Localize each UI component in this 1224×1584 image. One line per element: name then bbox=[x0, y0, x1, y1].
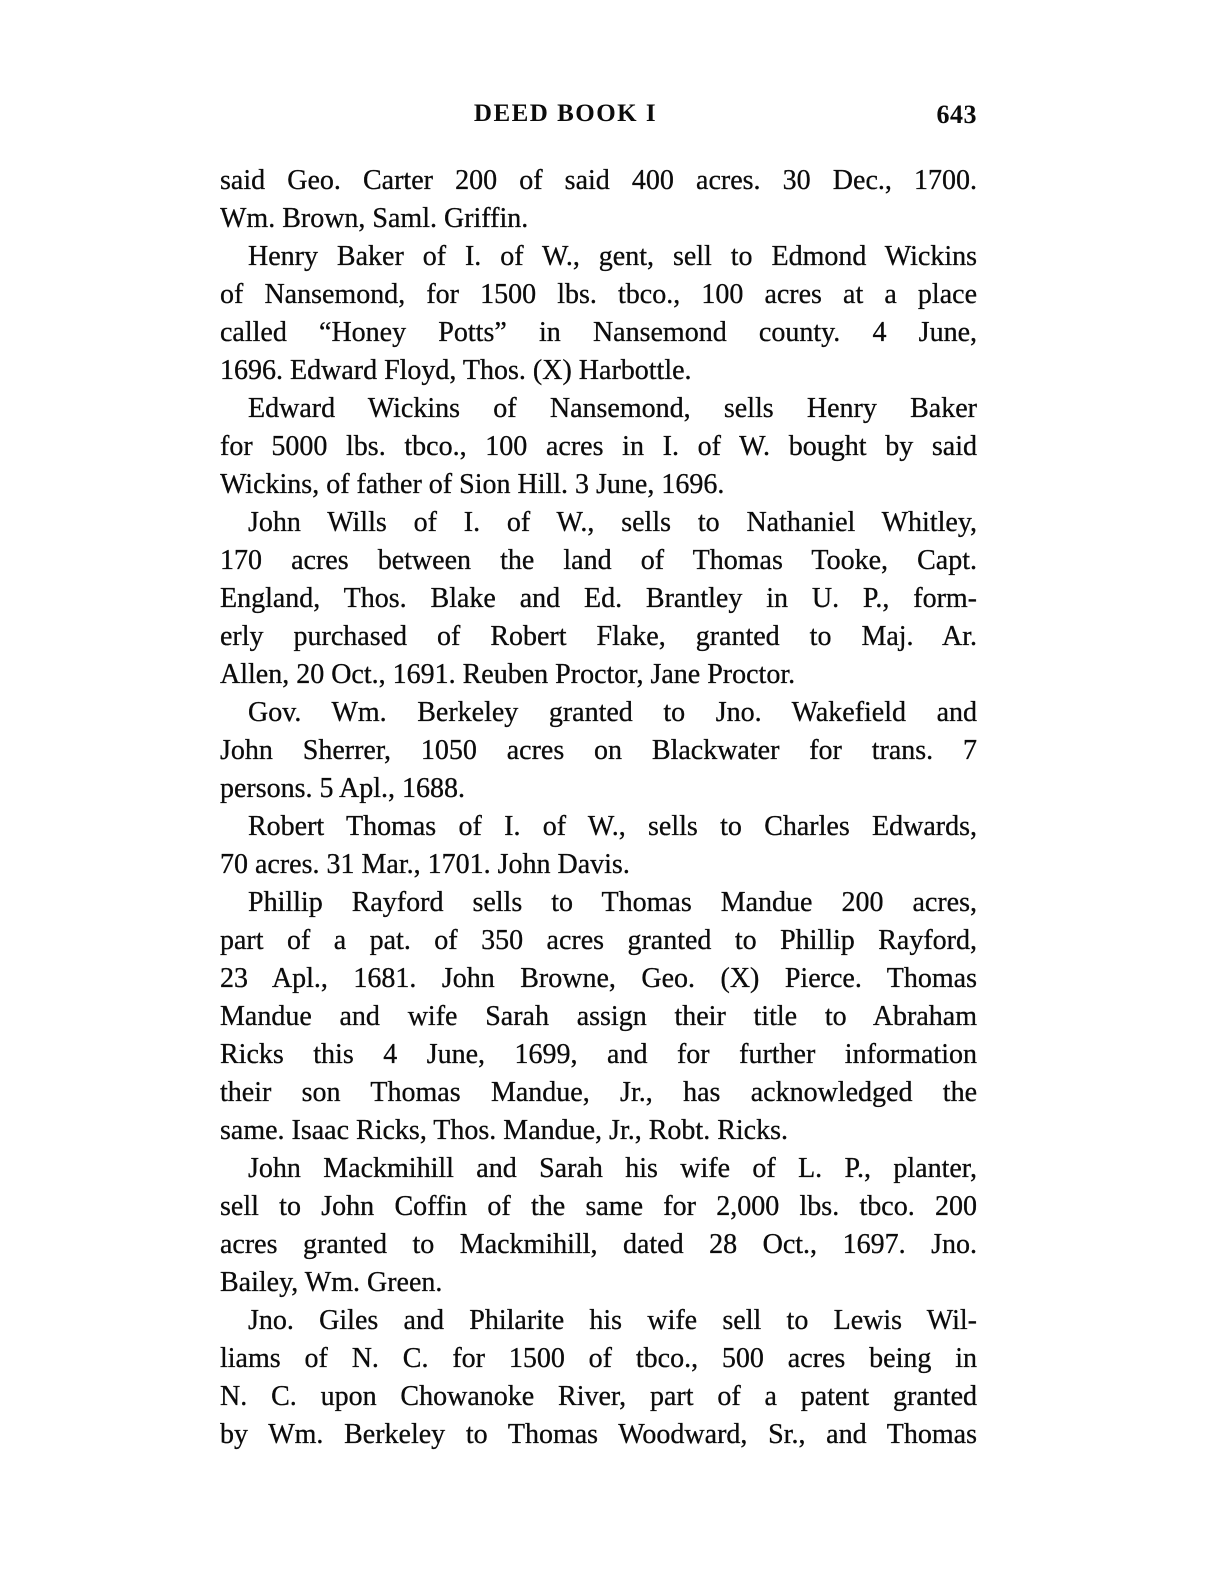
text-line: acres granted to Mackmihill, dated 28 Oct., 1697. Jno. bbox=[220, 1229, 977, 1260]
text-line: 1696. Edward Floyd, Thos. (X) Harbottle. bbox=[220, 355, 692, 386]
text-line: 70 acres. 31 Mar., 1701. John Davis. bbox=[220, 849, 630, 880]
text-line: same. Isaac Ricks, Thos. Mandue, Jr., Robt. Ricks. bbox=[220, 1115, 788, 1146]
deed-entry bbox=[220, 884, 977, 1150]
text-line: Henry Baker of I. of W., gent, sell to Edmond Wickins bbox=[248, 241, 977, 272]
text-line: Gov. Wm. Berkeley granted to Jno. Wakefield and bbox=[248, 697, 977, 728]
text-line: 170 acres between the land of Thomas Tooke, Capt. bbox=[220, 545, 977, 576]
text-line: Bailey, Wm. Green. bbox=[220, 1267, 443, 1298]
text-line: of Nansemond, for 1500 lbs. tbco., 100 acres at a place bbox=[220, 279, 977, 310]
text-line: John Mackmihill and Sarah his wife of L. P., planter, bbox=[248, 1153, 977, 1184]
page-number: 643 bbox=[936, 100, 977, 129]
text-line: John Sherrer, 1050 acres on Blackwater for trans. 7 bbox=[220, 735, 977, 766]
deed-entry bbox=[220, 162, 977, 238]
text-column bbox=[220, 100, 977, 1454]
text-line: Ricks this 4 June, 1699, and for further information bbox=[220, 1039, 977, 1070]
running-head-title: DEED BOOK I bbox=[473, 100, 658, 127]
deed-entry bbox=[220, 504, 977, 694]
deed-entries bbox=[220, 162, 977, 1454]
text-line: erly purchased of Robert Flake, granted to Maj. Ar. bbox=[220, 621, 977, 652]
text-line: Wm. Brown, Saml. Griffin. bbox=[220, 203, 529, 234]
text-line: part of a pat. of 350 acres granted to Phillip Rayford, bbox=[220, 925, 977, 956]
text-line: Mandue and wife Sarah assign their title to Abraham bbox=[220, 1001, 977, 1032]
text-line: Allen, 20 Oct., 1691. Reuben Proctor, Jane Proctor. bbox=[220, 659, 796, 690]
text-line: Robert Thomas of I. of W., sells to Charles Edwards, bbox=[248, 811, 977, 842]
text-line: 23 Apl., 1681. John Browne, Geo. (X) Pierce. Thomas bbox=[220, 963, 977, 994]
deed-entry bbox=[220, 694, 977, 808]
text-line: said Geo. Carter 200 of said 400 acres. 30 Dec., 1700. bbox=[220, 165, 977, 196]
text-line: N. C. upon Chowanoke River, part of a patent granted bbox=[220, 1381, 977, 1412]
text-line: Edward Wickins of Nansemond, sells Henry Baker bbox=[248, 393, 977, 424]
text-line: their son Thomas Mandue, Jr., has acknowledged the bbox=[220, 1077, 977, 1108]
deed-entry bbox=[220, 808, 977, 884]
text-line: Wickins, of father of Sion Hill. 3 June, 1696. bbox=[220, 469, 725, 500]
text-line: called “Honey Potts” in Nansemond county. 4 June, bbox=[220, 317, 977, 348]
text-line: persons. 5 Apl., 1688. bbox=[220, 773, 465, 804]
text-line: liams of N. C. for 1500 of tbco., 500 acres being in bbox=[220, 1343, 977, 1374]
text-line: sell to John Coffin of the same for 2,000 lbs. tbco. 200 bbox=[220, 1191, 977, 1222]
text-line: by Wm. Berkeley to Thomas Woodward, Sr., and Thomas bbox=[220, 1419, 977, 1450]
text-line: Phillip Rayford sells to Thomas Mandue 200 acres, bbox=[248, 887, 977, 918]
text-line: England, Thos. Blake and Ed. Brantley in U. P., form- bbox=[220, 583, 977, 614]
text-line: for 5000 lbs. tbco., 100 acres in I. of W. bought by said bbox=[220, 431, 977, 462]
text-line: Jno. Giles and Philarite his wife sell to Lewis Wil- bbox=[248, 1305, 977, 1336]
deed-entry bbox=[220, 1150, 977, 1302]
page-header bbox=[220, 100, 977, 130]
text-line: John Wills of I. of W., sells to Nathaniel Whitley, bbox=[248, 507, 977, 538]
deed-entry bbox=[220, 390, 977, 504]
deed-entry bbox=[220, 238, 977, 390]
deed-entry bbox=[220, 1302, 977, 1454]
